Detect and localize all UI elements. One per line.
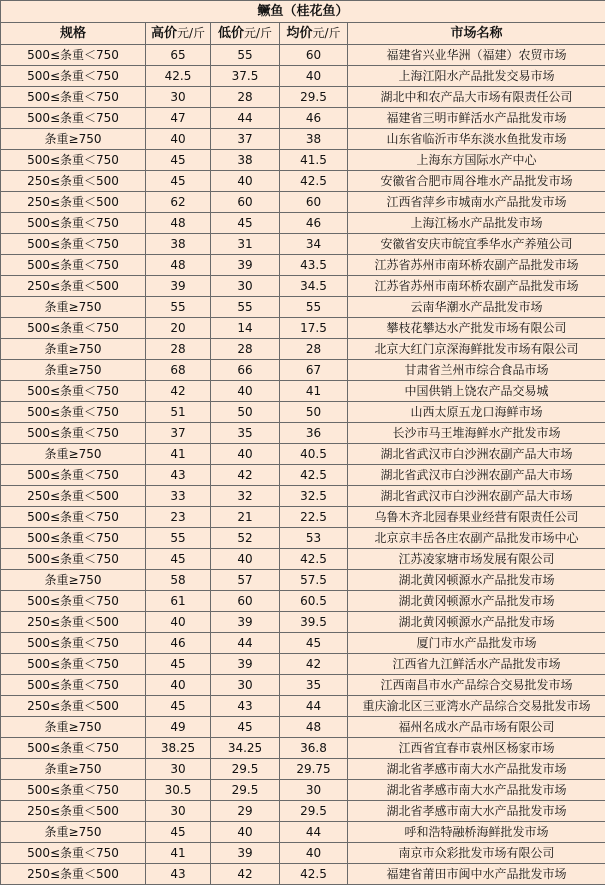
cell-avg-price: 60 xyxy=(280,192,348,213)
cell-market: 湖北中和农产品大市场有限责任公司 xyxy=(348,87,605,108)
cell-avg-price: 57.5 xyxy=(280,570,348,591)
cell-market: 湖北省武汉市白沙洲农副产品大市场 xyxy=(348,465,605,486)
cell-low-price: 32 xyxy=(211,486,280,507)
cell-high-price: 55 xyxy=(146,297,211,318)
cell-spec: 500≤条重＜750 xyxy=(1,675,146,696)
cell-market: 甘肃省兰州市综合食品市场 xyxy=(348,360,605,381)
cell-high-price: 43 xyxy=(146,465,211,486)
cell-spec: 250≤条重＜500 xyxy=(1,171,146,192)
cell-low-price: 29.5 xyxy=(211,780,280,801)
cell-high-price: 61 xyxy=(146,591,211,612)
cell-market: 攀枝花攀达水产批发市场有限公司 xyxy=(348,318,605,339)
cell-high-price: 39 xyxy=(146,276,211,297)
cell-spec: 500≤条重＜750 xyxy=(1,87,146,108)
cell-market: 湖北黄冈顿源水产品批发市场 xyxy=(348,570,605,591)
cell-high-price: 45 xyxy=(146,549,211,570)
table-row xyxy=(1,213,605,234)
cell-spec: 500≤条重＜750 xyxy=(1,591,146,612)
cell-low-price: 40 xyxy=(211,444,280,465)
cell-avg-price: 34 xyxy=(280,234,348,255)
cell-low-price: 39 xyxy=(211,843,280,864)
cell-low-price: 40 xyxy=(211,549,280,570)
cell-high-price: 45 xyxy=(146,654,211,675)
cell-market: 湖北黄冈顿源水产品批发市场 xyxy=(348,612,605,633)
cell-spec: 条重≥750 xyxy=(1,822,146,843)
cell-spec: 500≤条重＜750 xyxy=(1,45,146,66)
cell-spec: 500≤条重＜750 xyxy=(1,507,146,528)
table-row xyxy=(1,234,605,255)
cell-market: 乌鲁木齐北园春果业经营有限责任公司 xyxy=(348,507,605,528)
cell-low-price: 66 xyxy=(211,360,280,381)
cell-spec: 条重≥750 xyxy=(1,360,146,381)
table-row xyxy=(1,87,605,108)
header-avg-unit: 元/斤 xyxy=(312,26,340,40)
table-row xyxy=(1,381,605,402)
table-row xyxy=(1,570,605,591)
cell-spec: 条重≥750 xyxy=(1,444,146,465)
table-row xyxy=(1,423,605,444)
cell-avg-price: 42.5 xyxy=(280,465,348,486)
cell-avg-price: 32.5 xyxy=(280,486,348,507)
cell-spec: 条重≥750 xyxy=(1,129,146,150)
cell-spec: 500≤条重＜750 xyxy=(1,654,146,675)
cell-avg-price: 55 xyxy=(280,297,348,318)
cell-spec: 条重≥750 xyxy=(1,339,146,360)
cell-low-price: 30 xyxy=(211,675,280,696)
cell-spec: 500≤条重＜750 xyxy=(1,66,146,87)
cell-low-price: 43 xyxy=(211,696,280,717)
cell-high-price: 30 xyxy=(146,759,211,780)
cell-avg-price: 60.5 xyxy=(280,591,348,612)
cell-market: 上海江阳水产品批发交易市场 xyxy=(348,66,605,87)
cell-low-price: 55 xyxy=(211,297,280,318)
cell-market: 江西省萍乡市城南水产品批发市场 xyxy=(348,192,605,213)
cell-low-price: 42 xyxy=(211,465,280,486)
table-row xyxy=(1,696,605,717)
cell-low-price: 29 xyxy=(211,801,280,822)
cell-low-price: 28 xyxy=(211,87,280,108)
cell-low-price: 38 xyxy=(211,150,280,171)
table-row xyxy=(1,171,605,192)
cell-avg-price: 44 xyxy=(280,822,348,843)
cell-low-price: 39 xyxy=(211,654,280,675)
cell-high-price: 38 xyxy=(146,234,211,255)
cell-spec: 500≤条重＜750 xyxy=(1,381,146,402)
table-row xyxy=(1,297,605,318)
cell-high-price: 28 xyxy=(146,339,211,360)
table-row xyxy=(1,150,605,171)
table-row xyxy=(1,108,605,129)
cell-low-price: 21 xyxy=(211,507,280,528)
cell-avg-price: 50 xyxy=(280,402,348,423)
cell-high-price: 49 xyxy=(146,717,211,738)
table-row xyxy=(1,276,605,297)
cell-spec: 500≤条重＜750 xyxy=(1,843,146,864)
cell-avg-price: 40.5 xyxy=(280,444,348,465)
cell-avg-price: 40 xyxy=(280,66,348,87)
cell-low-price: 60 xyxy=(211,591,280,612)
cell-avg-price: 53 xyxy=(280,528,348,549)
cell-market: 江西省宜春市袁州区杨家市场 xyxy=(348,738,605,759)
cell-spec: 500≤条重＜750 xyxy=(1,549,146,570)
cell-spec: 500≤条重＜750 xyxy=(1,780,146,801)
cell-spec: 500≤条重＜750 xyxy=(1,738,146,759)
table-row xyxy=(1,465,605,486)
cell-spec: 500≤条重＜750 xyxy=(1,423,146,444)
table-row xyxy=(1,339,605,360)
cell-low-price: 52 xyxy=(211,528,280,549)
cell-market: 云南华潮水产品批发市场 xyxy=(348,297,605,318)
cell-market: 湖北黄冈顿源水产品批发市场 xyxy=(348,591,605,612)
header-market: 市场名称 xyxy=(348,23,605,45)
cell-low-price: 37.5 xyxy=(211,66,280,87)
cell-market: 江苏省苏州市南环桥农副产品批发市场 xyxy=(348,276,605,297)
header-high-label: 高价 xyxy=(151,26,177,41)
table-title: 鳜鱼（桂花鱼） xyxy=(1,1,605,23)
table-body xyxy=(1,45,605,885)
cell-high-price: 23 xyxy=(146,507,211,528)
cell-avg-price: 42.5 xyxy=(280,549,348,570)
cell-market: 湖北省孝感市南大水产品批发市场 xyxy=(348,801,605,822)
cell-avg-price: 30 xyxy=(280,780,348,801)
cell-low-price: 39 xyxy=(211,612,280,633)
cell-avg-price: 48 xyxy=(280,717,348,738)
cell-low-price: 37 xyxy=(211,129,280,150)
cell-high-price: 30 xyxy=(146,801,211,822)
cell-avg-price: 17.5 xyxy=(280,318,348,339)
cell-high-price: 41 xyxy=(146,444,211,465)
table-row xyxy=(1,45,605,66)
cell-avg-price: 67 xyxy=(280,360,348,381)
cell-high-price: 62 xyxy=(146,192,211,213)
cell-avg-price: 43.5 xyxy=(280,255,348,276)
cell-market: 山西太原五龙口海鲜市场 xyxy=(348,402,605,423)
cell-low-price: 44 xyxy=(211,108,280,129)
cell-low-price: 44 xyxy=(211,633,280,654)
cell-market: 湖北省武汉市白沙洲农副产品大市场 xyxy=(348,444,605,465)
cell-avg-price: 45 xyxy=(280,633,348,654)
cell-high-price: 42 xyxy=(146,381,211,402)
cell-market: 江苏省苏州市南环桥农副产品批发市场 xyxy=(348,255,605,276)
cell-low-price: 40 xyxy=(211,171,280,192)
cell-market: 重庆渝北区三亚湾水产品综合交易批发市场 xyxy=(348,696,605,717)
cell-avg-price: 40 xyxy=(280,843,348,864)
cell-spec: 500≤条重＜750 xyxy=(1,402,146,423)
cell-low-price: 40 xyxy=(211,822,280,843)
cell-high-price: 45 xyxy=(146,171,211,192)
table-row xyxy=(1,402,605,423)
cell-high-price: 48 xyxy=(146,255,211,276)
cell-market: 中国供销上饶农产品交易城 xyxy=(348,381,605,402)
cell-avg-price: 36 xyxy=(280,423,348,444)
cell-high-price: 38.25 xyxy=(146,738,211,759)
cell-avg-price: 44 xyxy=(280,696,348,717)
table-row xyxy=(1,255,605,276)
table-row xyxy=(1,528,605,549)
cell-avg-price: 41.5 xyxy=(280,150,348,171)
cell-low-price: 39 xyxy=(211,255,280,276)
cell-high-price: 68 xyxy=(146,360,211,381)
table-row xyxy=(1,633,605,654)
cell-market: 安徽省安庆市皖宜季华水产养殖公司 xyxy=(348,234,605,255)
cell-spec: 500≤条重＜750 xyxy=(1,465,146,486)
cell-avg-price: 34.5 xyxy=(280,276,348,297)
table-row xyxy=(1,318,605,339)
table-row xyxy=(1,864,605,885)
header-low-unit: 元/斤 xyxy=(244,26,272,40)
table-row xyxy=(1,738,605,759)
cell-high-price: 45 xyxy=(146,150,211,171)
header-spec: 规格 xyxy=(1,23,146,45)
cell-spec: 500≤条重＜750 xyxy=(1,213,146,234)
cell-low-price: 40 xyxy=(211,381,280,402)
header-avg-price xyxy=(280,23,348,45)
header-low-price xyxy=(211,23,280,45)
cell-spec: 250≤条重＜500 xyxy=(1,801,146,822)
cell-spec: 条重≥750 xyxy=(1,570,146,591)
cell-avg-price: 42.5 xyxy=(280,171,348,192)
cell-high-price: 45 xyxy=(146,696,211,717)
cell-high-price: 20 xyxy=(146,318,211,339)
cell-high-price: 30 xyxy=(146,87,211,108)
cell-low-price: 50 xyxy=(211,402,280,423)
cell-high-price: 30.5 xyxy=(146,780,211,801)
cell-avg-price: 41 xyxy=(280,381,348,402)
cell-high-price: 51 xyxy=(146,402,211,423)
cell-avg-price: 28 xyxy=(280,339,348,360)
table-row xyxy=(1,444,605,465)
cell-market: 北京京丰岳各庄农副产品批发市场中心 xyxy=(348,528,605,549)
cell-spec: 条重≥750 xyxy=(1,759,146,780)
cell-high-price: 55 xyxy=(146,528,211,549)
cell-avg-price: 22.5 xyxy=(280,507,348,528)
cell-market: 安徽省合肥市周谷堆水产品批发市场 xyxy=(348,171,605,192)
cell-low-price: 42 xyxy=(211,864,280,885)
cell-low-price: 34.25 xyxy=(211,738,280,759)
cell-market: 江西省九江鲜活水产品批发市场 xyxy=(348,654,605,675)
cell-low-price: 45 xyxy=(211,717,280,738)
cell-high-price: 40 xyxy=(146,129,211,150)
header-low-label: 低价 xyxy=(218,26,244,41)
table-row xyxy=(1,486,605,507)
cell-avg-price: 29.5 xyxy=(280,87,348,108)
cell-low-price: 55 xyxy=(211,45,280,66)
cell-low-price: 35 xyxy=(211,423,280,444)
table-row xyxy=(1,66,605,87)
cell-high-price: 33 xyxy=(146,486,211,507)
cell-spec: 250≤条重＜500 xyxy=(1,192,146,213)
table-row xyxy=(1,507,605,528)
table-row xyxy=(1,717,605,738)
header-high-price xyxy=(146,23,211,45)
cell-spec: 条重≥750 xyxy=(1,297,146,318)
cell-market: 福州名成水产品市场有限公司 xyxy=(348,717,605,738)
cell-avg-price: 42 xyxy=(280,654,348,675)
cell-spec: 500≤条重＜750 xyxy=(1,150,146,171)
table-row xyxy=(1,129,605,150)
cell-market: 山东省临沂市华东淡水鱼批发市场 xyxy=(348,129,605,150)
table-row xyxy=(1,822,605,843)
cell-high-price: 48 xyxy=(146,213,211,234)
cell-spec: 500≤条重＜750 xyxy=(1,318,146,339)
cell-market: 湖北省孝感市南大水产品批发市场 xyxy=(348,780,605,801)
cell-market: 湖北省武汉市白沙洲农副产品大市场 xyxy=(348,486,605,507)
cell-low-price: 60 xyxy=(211,192,280,213)
cell-spec: 500≤条重＜750 xyxy=(1,255,146,276)
header-avg-label: 均价 xyxy=(286,26,312,41)
cell-high-price: 40 xyxy=(146,612,211,633)
table-row xyxy=(1,675,605,696)
cell-spec: 条重≥750 xyxy=(1,717,146,738)
cell-market: 福建省兴业华洲（福建）农贸市场 xyxy=(348,45,605,66)
cell-market: 长沙市马王堆海鲜水产批发市场 xyxy=(348,423,605,444)
cell-market: 上海东方国际水产中心 xyxy=(348,150,605,171)
header-high-unit: 元/斤 xyxy=(177,26,205,40)
title-row xyxy=(1,1,605,23)
cell-low-price: 31 xyxy=(211,234,280,255)
cell-spec: 250≤条重＜500 xyxy=(1,486,146,507)
cell-low-price: 14 xyxy=(211,318,280,339)
cell-high-price: 41 xyxy=(146,843,211,864)
header-row xyxy=(1,23,605,45)
cell-market: 福建省莆田市闽中水产品批发市场 xyxy=(348,864,605,885)
table-row xyxy=(1,759,605,780)
cell-market: 南京市众彩批发市场有限公司 xyxy=(348,843,605,864)
cell-market: 福建省三明市鲜活水产品批发市场 xyxy=(348,108,605,129)
table-row xyxy=(1,360,605,381)
table-row xyxy=(1,780,605,801)
cell-spec: 250≤条重＜500 xyxy=(1,696,146,717)
cell-market: 湖北省孝感市南大水产品批发市场 xyxy=(348,759,605,780)
cell-avg-price: 29.75 xyxy=(280,759,348,780)
table-row xyxy=(1,549,605,570)
cell-high-price: 65 xyxy=(146,45,211,66)
cell-market: 呼和浩特融桥海鲜批发市场 xyxy=(348,822,605,843)
cell-low-price: 57 xyxy=(211,570,280,591)
cell-high-price: 58 xyxy=(146,570,211,591)
cell-spec: 250≤条重＜500 xyxy=(1,276,146,297)
cell-spec: 250≤条重＜500 xyxy=(1,612,146,633)
cell-avg-price: 29.5 xyxy=(280,801,348,822)
cell-market: 厦门市水产品批发市场 xyxy=(348,633,605,654)
cell-high-price: 42.5 xyxy=(146,66,211,87)
cell-spec: 500≤条重＜750 xyxy=(1,528,146,549)
cell-avg-price: 42.5 xyxy=(280,864,348,885)
cell-high-price: 45 xyxy=(146,822,211,843)
cell-low-price: 30 xyxy=(211,276,280,297)
cell-high-price: 47 xyxy=(146,108,211,129)
table-row xyxy=(1,192,605,213)
table-row xyxy=(1,801,605,822)
cell-avg-price: 38 xyxy=(280,129,348,150)
cell-high-price: 40 xyxy=(146,675,211,696)
cell-avg-price: 60 xyxy=(280,45,348,66)
cell-high-price: 46 xyxy=(146,633,211,654)
cell-spec: 500≤条重＜750 xyxy=(1,108,146,129)
table-row xyxy=(1,654,605,675)
cell-spec: 250≤条重＜500 xyxy=(1,864,146,885)
cell-market: 北京大红门京深海鲜批发市场有限公司 xyxy=(348,339,605,360)
cell-avg-price: 39.5 xyxy=(280,612,348,633)
cell-avg-price: 46 xyxy=(280,108,348,129)
cell-high-price: 37 xyxy=(146,423,211,444)
cell-spec: 500≤条重＜750 xyxy=(1,633,146,654)
table-row xyxy=(1,843,605,864)
cell-high-price: 43 xyxy=(146,864,211,885)
cell-avg-price: 36.8 xyxy=(280,738,348,759)
cell-market: 江苏凌家塘市场发展有限公司 xyxy=(348,549,605,570)
table-row xyxy=(1,591,605,612)
cell-avg-price: 35 xyxy=(280,675,348,696)
cell-avg-price: 46 xyxy=(280,213,348,234)
table-row xyxy=(1,612,605,633)
cell-spec: 500≤条重＜750 xyxy=(1,234,146,255)
cell-market: 上海江杨水产品批发市场 xyxy=(348,213,605,234)
cell-low-price: 28 xyxy=(211,339,280,360)
cell-low-price: 29.5 xyxy=(211,759,280,780)
cell-market: 江西南昌市水产品综合交易批发市场 xyxy=(348,675,605,696)
cell-low-price: 45 xyxy=(211,213,280,234)
